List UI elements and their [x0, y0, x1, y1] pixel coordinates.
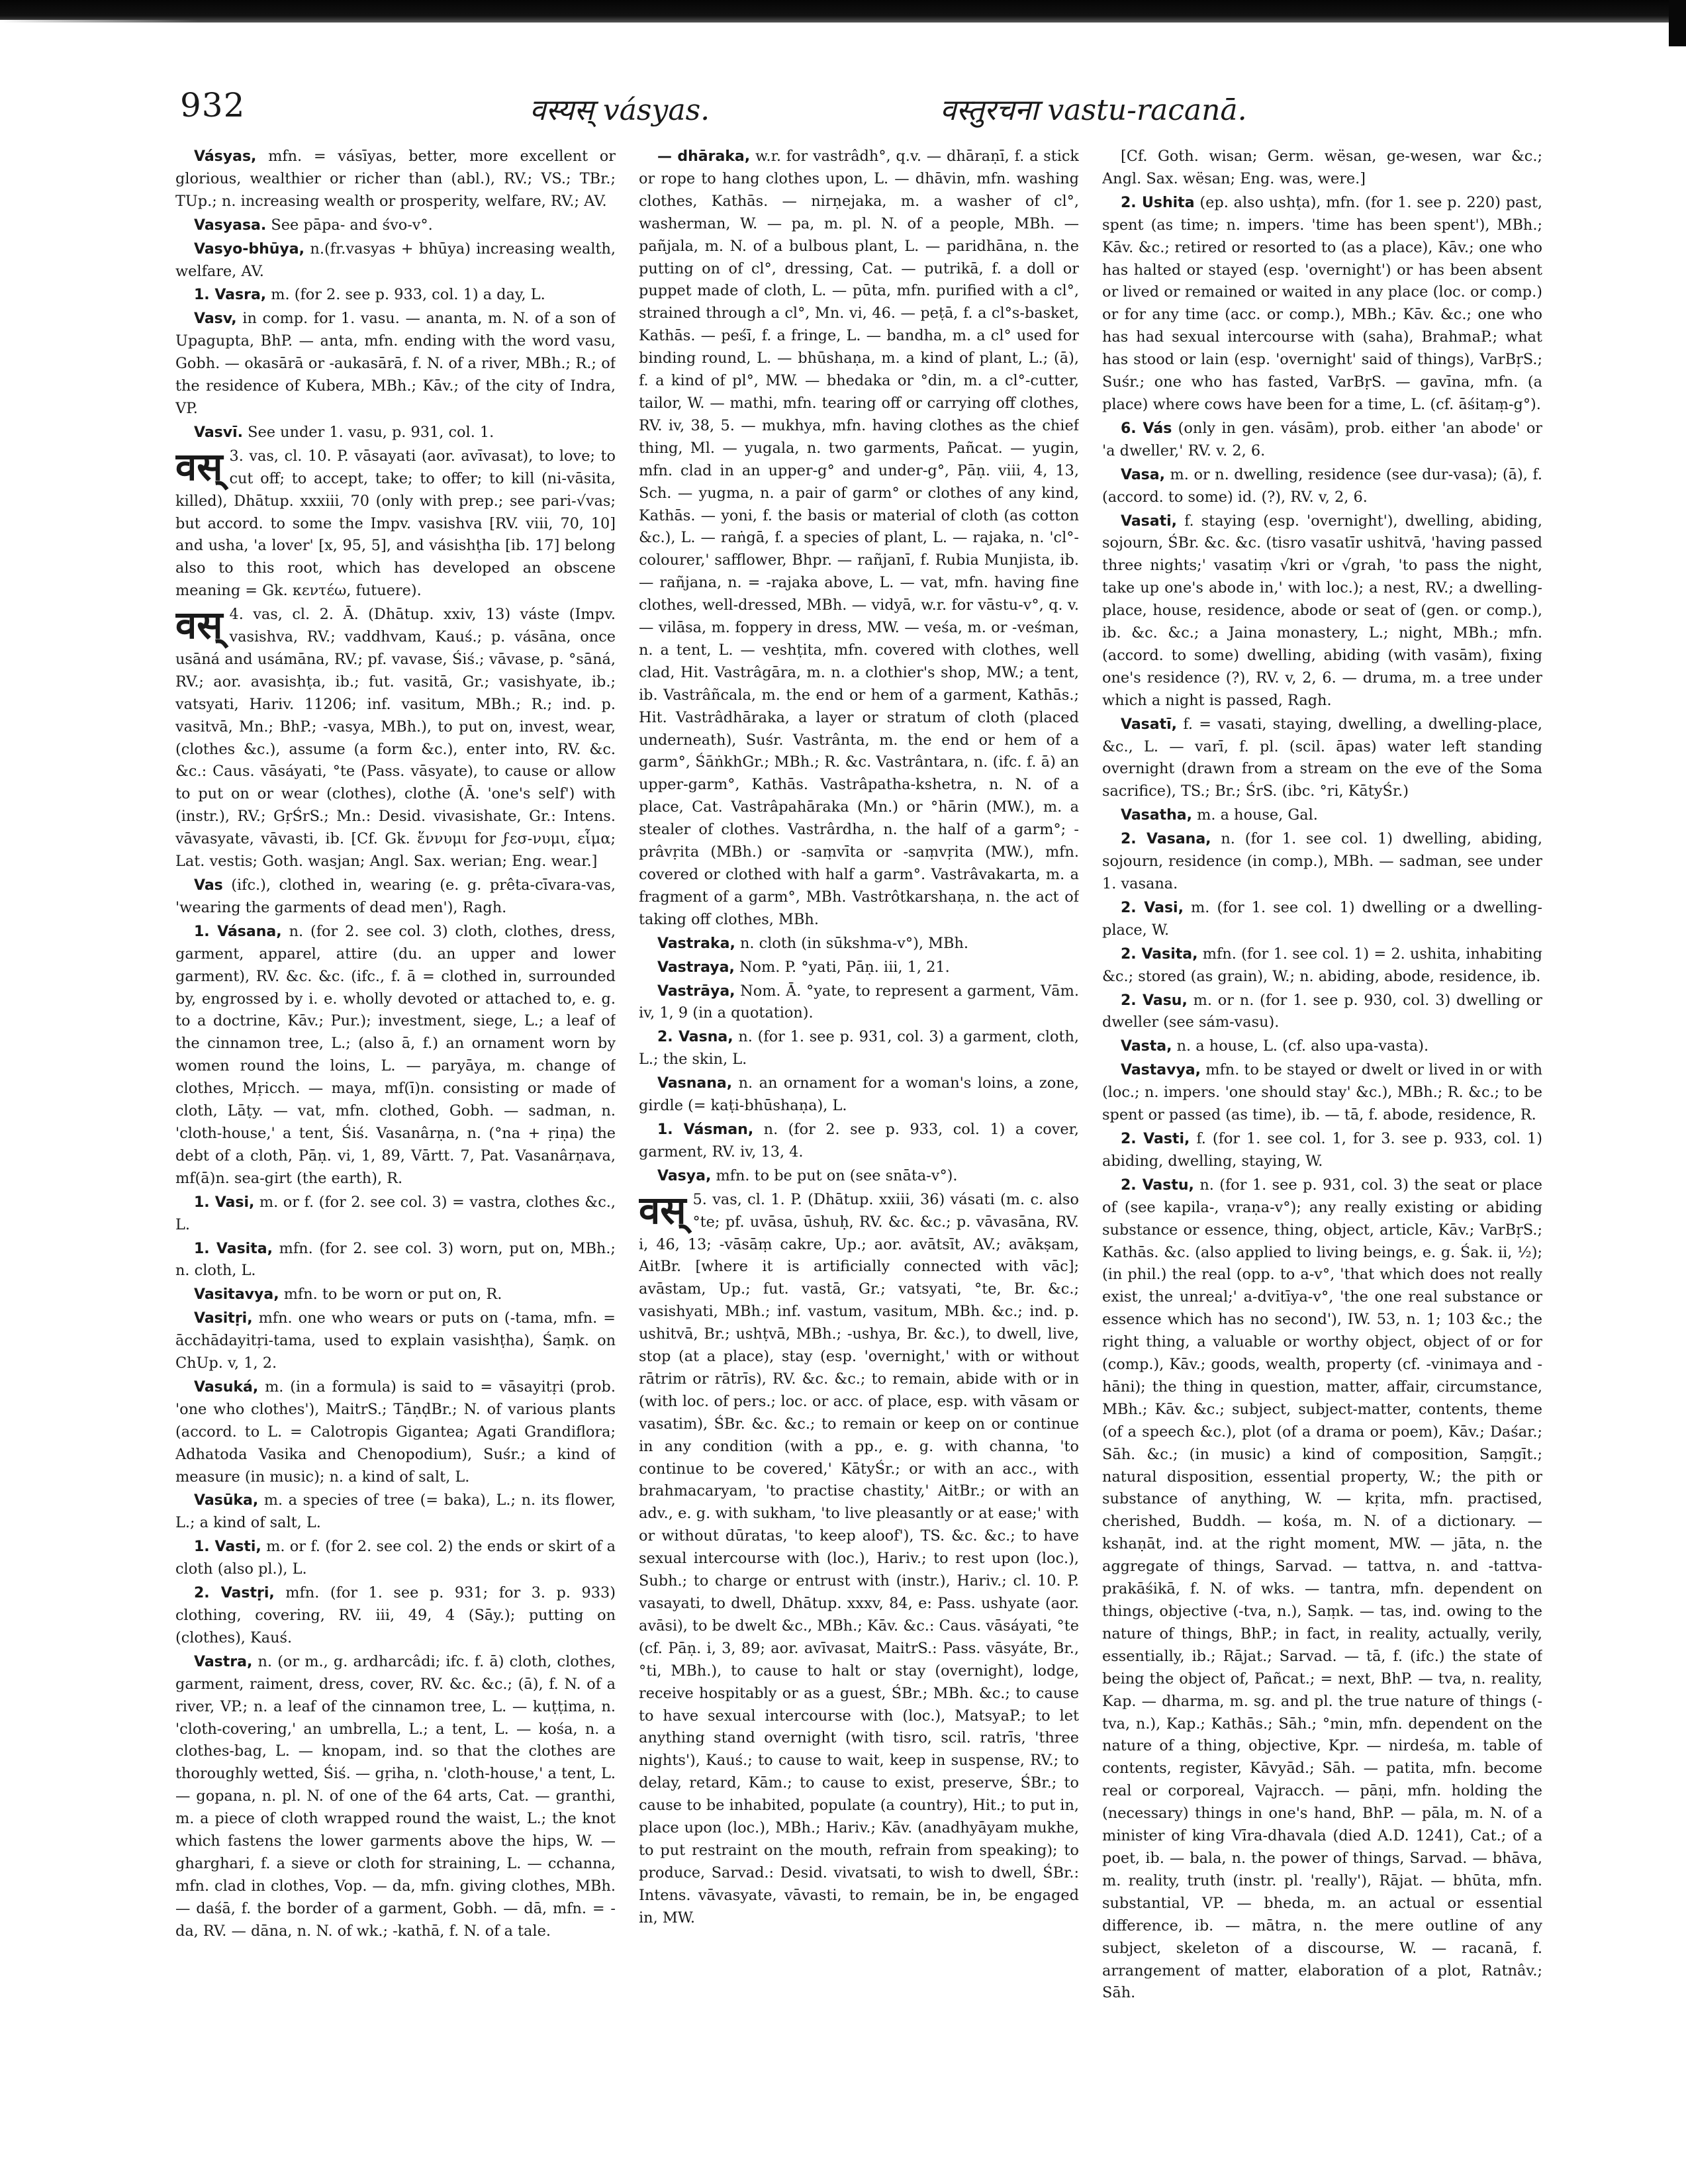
entry-headword: 2. Vasna,	[657, 1029, 733, 1046]
entry-definition: m. or f. (for 2. see col. 2) the ends or skirt of a cloth (also pl.), L.	[175, 1538, 616, 1578]
entry-definition: 4. vas, cl. 2. Ā. (Dhātup. xxiv, 13) váste (Impv. vasishva, RV.; vaddhvam, Kauś.; p. vásāna, once usāná and usámāna, RV.; pf. vavase, Śiś.; vāvase, p. °sāná, RV.; aor. avasishṭa, ib.; fut. vasitā, Gr.; vasishyate, ib.; vatsyati, Hariv. 11206; inf. vasitum, MBh.; R.; ind. p. vasitvā, Mn.; BhP.; -vasya, MBh.), to put on, invest, wear, (clothes &c.), assume (a form &c.), enter into, RV. &c. &c.: Caus. vāsáyati, °te (Pass. vāsyate), to cause or allow to put on or wear (clothes), clothe (Ā. 'one's self') with (instr.), RV.; GṛŚrS.; Mn.: Desid. vivasishate, Gr.: Intens. vāvasyate, vāvasti, ib. [Cf. Gk. ἕννυμι for ϝεσ-νυμι, εἷμα; Lat. vestis; Goth. wasjan; Angl. Sax. werian; Eng. wear.]	[175, 606, 616, 871]
entry-definition: [Cf. Goth. wisan; Germ. wësan, ge-wesen, war &c.; Angl. Sax. wësan; Eng. was, were.]	[1102, 148, 1542, 187]
entry-definition: n. an ornament for a woman's loins, a zone, girdle (= kaṭi-bhūshaṇa), L.	[639, 1074, 1079, 1115]
entry-definition: mfn. (for 1. see p. 931; for 3. p. 933) clothing, covering, RV. iii, 49, 4 (Sāy.); putting on (clothes), Kauś.	[175, 1584, 616, 1646]
entry-headword: Vasv,	[194, 310, 237, 328]
entry-headword: Vasnana,	[657, 1075, 733, 1092]
dictionary-entry	[639, 1026, 1079, 1071]
dictionary-entry	[175, 146, 616, 213]
dictionary-entry	[175, 1307, 616, 1375]
dictionary-entry	[175, 238, 616, 283]
dictionary-entry	[639, 1189, 1079, 1930]
scan-border	[0, 0, 1686, 23]
dictionary-entry	[175, 604, 616, 873]
entry-headword: 1. Vásana,	[194, 923, 282, 940]
entry-definition: n.(fr.vasyas + bhūya) increasing wealth, welfare, AV.	[175, 240, 616, 280]
entry-definition: f. staying (esp. 'overnight'), dwelling, abiding, sojourn, ŚBr. &c. &c. (tisro vasatīr ushitvā, 'having passed three nights;' vasatiṃ √kri or √grah, 'to pass the night, take up one's abode in,' with loc.); a nest, RV.; a dwelling-place, house, residence, abode or seat of (gen. or comp.), ib. &c. &c.; a Jaina monastery, L.; night, MBh.; mfn. (accord. to some) dwelling, abiding (with vasām), fixing one's residence (?), RV. v, 2, 6. — druma, m. a tree under which a night is passed, Ragh.	[1102, 512, 1542, 709]
entry-definition: m. (for 1. see col. 1) dwelling or a dwelling-place, W.	[1102, 898, 1542, 939]
root-devanagari-glyph: वस्	[175, 602, 223, 648]
column-1	[175, 146, 616, 2145]
entry-definition: n. (for 1. see p. 931, col. 3) the seat or place of (see kapila-, vraṇa-v°); any really existing or abiding substance or essence, thing, object, article, Kāv.; VarBṛS.; Kathās. &c. (also applied to living beings, e. g. Śak. ii, ½); (in phil.) the real (opp. to a-v°, 'that which does not really exist, the unreal;' a-dvitīya-v°, 'the one real substance or essence which has no second'), IW. 53, n. 1; 103 &c.; the right thing, a valuable or worthy object, object of or for (comp.), Kāv.; goods, wealth, property (cf. -vinimaya and -hāni); the thing in question, matter, affair, circumstance, MBh.; Kāv. &c.; subject, subject-matter, contents, theme (of a speech &c.), plot (of a drama or poem), Kāv.; Daśar.; Sāh. &c.; (in music) a kind of composition, Saṃgīt.; natural disposition, essential property, W.; the pith or substance of anything, W. — kṛita, mfn. practised, cherished, Buddh. — kośa, m. N. of a dictionary. — kshaṇāt, ind. at the right moment, MW. — jāta, n. the aggregate of things, Sarvad. — tattva, n. and -tattva-prakāśikā, f. N. of wks. — tantra, mfn. dependent on things, objective (-tva, n.), Saṃk. — tas, ind. owing to the nature of things, BhP.; in fact, in reality, actually, verily, essentially, ib.; Rājat.; Sarvad. — tā, f. (ifc.) the state of being the object of, Pañcat.; = next, BhP. — tva, n. reality, Kap. — dharma, m. sg. and pl. the true nature of things (-tva, n.), Kap.; Kathās.; Sāh.; °min, mfn. dependent on the nature of a thing, objective, Kpr. — nirdeśa, m. table of contents, register, Kāvyād.; Sāh. — patita, mfn. become real or corporeal, Vajracch. — pāṇi, mfn. holding the (necessary) things in one's hand, BhP. — pāla, m. N. of a minister of king Vīra-dhavala (died A.D. 1241), Cat.; of a poet, ib. — bala, n. the power of things, Sarvad. — bhāva, m. reality, truth (instr. pl. 'really'), Rājat. — bhūta, mfn. substantial, VP. — bheda, m. an actual or essential difference, ib. — mātra, n. the mere outline of any subject, skeleton of a discourse, W. — racanā, f. arrangement of matter, elaboration of a plot, Ratnâv.; Sāh.	[1102, 1176, 1542, 2002]
entry-headword: Vasūka,	[194, 1492, 259, 1509]
entry-headword: Vasvī.	[194, 424, 244, 441]
column-2	[639, 146, 1079, 2145]
entry-headword: — dhāraka,	[657, 148, 751, 165]
entry-headword: 1. Vasti,	[194, 1539, 261, 1556]
root-devanagari-glyph: वस्	[175, 444, 223, 489]
entry-definition: n. (for 2. see col. 3) cloth, clothes, dress, garment, apparel, attire (du. an upper and lower garment), RV. &c. &c. (ifc., f. ā = clothed in, surrounded by, engrossed by i. e. wholly devoted or attached to, e. g. to a doctrine, Kāv.; Pur.); investment, siege, L.; a leaf of the cinnamon tree, L.; (also ā, f.) an ornament worn by women round the loins, L. — paryāya, m. change of clothes, Mṛicch. — maya, mf(ī)n. consisting or made of cloth, Lāṭy. — vat, mfn. clothed, Gobh. — sadman, n. 'cloth-house,' a tent, Śiś. Vasanârṇa, n. (°na + ṛiṇa) the debt of a cloth, Pāṇ. vi, 1, 89, Vārtt. 7, Pat. Vasanârṇava, mf(ā)n. sea-girt (the earth), R.	[175, 922, 616, 1187]
scan-edge	[1669, 0, 1686, 46]
entry-definition: mfn. (for 2. see col. 3) worn, put on, MBh.; n. cloth, L.	[175, 1239, 616, 1280]
page-header	[0, 86, 1686, 139]
dictionary-entry	[639, 980, 1079, 1025]
entry-headword: Vastra,	[194, 1653, 253, 1670]
entry-definition: n. cloth (in sūkshma-v°), MBh.	[739, 934, 969, 952]
dictionary-entry	[175, 284, 616, 307]
running-head-left: वस्यस् vásyas.	[530, 93, 710, 127]
entry-definition: mfn. to be put on (see snāta-v°).	[716, 1166, 958, 1184]
entry-headword: Vasyo-bhūya,	[194, 240, 304, 258]
dictionary-entry	[639, 1072, 1079, 1117]
dictionary-entry	[1102, 418, 1542, 463]
entry-definition: mfn. (for 1. see col. 1) = 2. ushita, inhabiting &c.; stored (as grain), W.; n. abiding, abode, residence, ib.	[1102, 945, 1542, 985]
dictionary-entry	[1102, 1128, 1542, 1173]
entry-headword: Vasa,	[1121, 466, 1165, 483]
dictionary-entry	[639, 146, 1079, 931]
entry-definition: m. (for 2. see p. 933, col. 1) a day, L.	[271, 286, 545, 304]
entry-headword: 2. Vastṛi,	[194, 1585, 275, 1602]
entry-definition: (only in gen. vásām), prob. either 'an abode' or 'a dweller,' RV. v. 2, 6.	[1102, 419, 1542, 459]
entry-definition: m. (in a formula) is said to = vāsayitṛi (prob. 'one who clothes'), MaitrS.; TāṇḍBr.; N. of various plants (accord. to L. = Calotropis Gigantea; Agati Grandiflora; Adhatoda Vasika and Chenopodium), Suśr.; a kind of measure (in music); n. a kind of salt, L.	[175, 1378, 616, 1486]
running-head-right: वस्तुरचना vastu-racanā.	[940, 93, 1247, 127]
dictionary-entry	[639, 933, 1079, 955]
entry-headword: Vastraka,	[657, 935, 735, 952]
entry-definition: See pāpa- and śvo-v°.	[271, 216, 433, 234]
entry-definition: m. a house, Gal.	[1197, 806, 1318, 824]
entry-headword: Vásyas,	[194, 148, 257, 165]
entry-definition: m. or f. (for 2. see col. 3) = vastra, clothes &c., L.	[175, 1193, 616, 1233]
dictionary-entry	[175, 308, 616, 420]
dictionary-entry	[1102, 897, 1542, 942]
dictionary-entry	[175, 1192, 616, 1237]
dictionary-entry	[175, 1651, 616, 1943]
dictionary-entry	[175, 921, 616, 1190]
entry-definition: Nom. Ā. °yate, to represent a garment, Vām. iv, 1, 9 (in a quotation).	[639, 982, 1079, 1022]
entry-definition: m. or n. (for 1. see p. 930, col. 3) dwelling or dweller (see sám-vasu).	[1102, 991, 1542, 1031]
entry-definition: mfn. = vásīyas, better, more excellent or glorious, wealthier or richer than (abl.), RV.; VS.; TBr.; TUp.; n. increasing wealth or prosperity, welfare, RV.; AV.	[175, 148, 616, 210]
entry-headword: Vasya,	[657, 1167, 712, 1184]
dictionary-entry	[1102, 990, 1542, 1035]
dictionary-entry	[175, 875, 616, 920]
entry-definition: (ifc.), clothed in, wearing (e. g. prêta-cīvara-vas, 'wearing the garments of dead men'), Ragh.	[175, 877, 616, 916]
dictionary-entry	[175, 1238, 616, 1283]
dictionary-entry	[1102, 804, 1542, 827]
dictionary-entry	[639, 957, 1079, 979]
entry-headword: Vasitṛi,	[194, 1310, 253, 1327]
page-number: 932	[180, 86, 246, 124]
dictionary-entry	[1102, 146, 1542, 191]
dictionary-entry	[1102, 943, 1542, 988]
entry-headword: 1. Vásman,	[657, 1121, 754, 1138]
entry-definition: m. or n. dwelling, residence (see dur-vasa); (ā), f. (accord. to some) id. (?), RV. v, 2, 6.	[1102, 465, 1542, 506]
dictionary-entry	[1102, 714, 1542, 804]
entry-headword: 2. Vasita,	[1121, 945, 1198, 963]
dictionary-entry	[639, 1119, 1079, 1164]
entry-definition: mfn. to be worn or put on, R.	[283, 1286, 502, 1304]
entry-headword: 2. Vasana,	[1121, 831, 1211, 848]
dictionary-entry	[1102, 192, 1542, 416]
entry-definition: n. a house, L. (cf. also upa-vasta).	[1176, 1037, 1429, 1055]
entry-definition: m. a species of tree (= baka), L.; n. its flower, L.; a kind of salt, L.	[175, 1492, 616, 1532]
dictionary-entry	[1102, 1174, 1542, 2005]
entry-definition: 5. vas, cl. 1. P. (Dhātup. xxiii, 36) vásati (m. c. also °te; pf. uvāsa, ūshuḥ, RV. &c. &c.; p. vāvasāna, RV. i, 46, 13; -vāsāṃ cakre, Up.; aor. avātsīt, AV.; avākṣam, AitBr. [where it is artificially connected with vāc]; avāstam, Up.; fut. vastā, Gr.; vatsyati, °te, Br. &c.; vasishyati, MBh.; inf. vastum, vasitum, MBh. &c.; ind. p. ushitvā, Br.; ushṭvā, MBh.; -ushya, Br. &c.), to dwell, live, stop (at a place), stay (esp. 'overnight,' with or without rātrim or rātrīs), RV. &c. &c.; to remain, abide with or in (with loc. of pers.; loc. or acc. of place, esp. with vāsam or vasatim), ŚBr. &c. &c.; to remain or keep on or continue in any condition (with a pp., e. g. with channa, 'to continue to be covered,' KātyŚr.; or with an acc., with brahmacaryam, 'to practise chastity,' AitBr.; or with an adv., e. g. with sukham, 'to live pleasantly or at ease;' with or without dūratas, 'to keep aloof'), TS. &c. &c.; to have sexual intercourse with (loc.), Hariv.; to rest upon (loc.), Subh.; to charge or entrust with (instr.), Hariv.; cl. 10. P. vasayati, to dwell, Dhātup. xxxv, 84, e: Pass. ushyate (aor. avāsi), to be dwelt &c., MBh.; Kāv. &c.: Caus. vāsáyati, °te (cf. Pāṇ. i, 3, 89; aor. avīvasat, MaitrS.: Pass. vāsyáte, Br., °ti, MBh.), to cause to halt or stay (overnight), lodge, receive hospitably or as a guest, ŚBr.; MBh. &c.; to cause to have sexual intercourse with (loc.), MatsyaP.; to let anything stand overnight (with tisro, scil. ratrīs, 'three nights'), Kauś.; to cause to wait, keep in suspense, RV.; to delay, retard, Kām.; to cause to exist, preserve, ŚBr.; to cause to be inhabited, populate (a country), Hit.; to put in, place upon (loc.), MBh.; Hariv.; Kāv. (anadhyāyam mukhe, to put restraint on the mouth, refrain from speaking); to produce, Sarvad.: Desid. vivatsati, to wish to dwell, ŚBr.: Intens. vāvasyate, vāvasti, to remain, be in, be engaged in, MW.	[639, 1190, 1079, 1926]
dictionary-entry	[1102, 828, 1542, 896]
entry-definition: mfn. one who wears or puts on (-tama, mfn. = ācchādayitṛi-tama, used to explain vasishṭha), Śaṃk. on ChUp. v, 1, 2.	[175, 1309, 616, 1372]
entry-headword: 6. Vás	[1121, 420, 1172, 437]
entry-definition: n. (for 1. see col. 1) dwelling, abiding, sojourn, residence (in comp.), MBh. — sadman, see under 1. vasana.	[1102, 830, 1542, 892]
dictionary-entry	[175, 446, 616, 602]
entry-headword: 1. Vasra,	[194, 287, 267, 304]
entry-headword: Vasyasa.	[194, 216, 267, 234]
entry-definition: f. = vasati, staying, dwelling, a dwelling-place, &c., L. — varī, f. pl. (scil. āpas) water left standing overnight (drawn from a stream on the eve of the Soma sacrifice), TS.; Br.; ŚrS. (ibc. °ri, KātyŚr.)	[1102, 715, 1542, 800]
entry-definition: (ep. also ushṭa), mfn. (for 1. see p. 220) past, spent (as time; n. impers. 'time has been spent'), MBh.; Kāv. &c.; retired or resorted to (as a place), Kāv.; one who has halted or stayed (esp. 'overnight') or has been absent or lived or remained or waited in any place (loc. or comp.) or for any time (acc. or comp.), MBh.; Kāv. &c.; one who has had sexual intercourse with (saha), BrahmaP.; what has stood or lain (esp. 'overnight' said of things), VarBṛS.; Suśr.; one who has fasted, VarBṛS. — gavīna, mfn. (a place) where cows have been for a time, L. (cf. āśitaṃ-g°).	[1102, 193, 1542, 413]
entry-headword: Vasatha,	[1121, 807, 1192, 824]
dictionary-entry	[639, 1165, 1079, 1188]
dictionary-entry	[1102, 510, 1542, 712]
entry-definition: mfn. to be stayed or dwelt or lived in or with (loc.; n. impers. 'one should stay' &c.), MBh.; R. &c.; to be spent or passed (as time), ib. — tā, f. abode, residence, R.	[1102, 1061, 1542, 1124]
entry-headword: 1. Vasi,	[194, 1194, 255, 1211]
entry-headword: 1. Vasita,	[194, 1240, 273, 1257]
root-devanagari-glyph: वस्	[639, 1187, 686, 1233]
dictionary-entry	[1102, 464, 1542, 509]
entry-headword: 2. Ushita	[1121, 194, 1195, 211]
dictionary-entry	[175, 1490, 616, 1535]
entry-headword: Vas	[194, 877, 223, 894]
entry-definition: f. (for 1. see col. 1, for 3. see p. 933, col. 1) abiding, dwelling, staying, W.	[1102, 1129, 1542, 1170]
entry-headword: Vasuká,	[194, 1378, 259, 1396]
entry-headword: Vasatī,	[1121, 716, 1178, 733]
entry-definition: n. (or m., g. ardharcâdi; ifc. f. ā) cloth, clothes, garment, raiment, dress, cover, RV. &c. &c.; (ā), f. N. of a river, VP.; n. a leaf of the cinnamon tree, L. — kuṭṭima, n. 'cloth-covering,' an umbrella, L.; a tent, L. — kośa, n. a clothes-bag, L. — knopam, ind. so that the clothes are thoroughly wetted, Śiś. — gṛiha, n. 'cloth-house,' a tent, L. — gopana, n. pl. N. of one of the 64 arts, Cat. — granthi, m. a piece of cloth wrapped round the waist, L.; the knot which fastens the lower garments above the hips, W. — gharghari, f. a sieve or cloth for straining, L. — cchanna, mfn. clad in clothes, Vop. — da, mfn. giving clothes, MBh. — daśā, f. the border of a garment, Gobh. — dā, mfn. = -da, RV. — dāna, n. N. of wk.; -kathā, f. N. of a tale.	[175, 1652, 616, 1940]
dictionary-entry	[1102, 1035, 1542, 1058]
dictionary-entry	[175, 422, 616, 444]
dictionary-columns	[175, 146, 1542, 2145]
entry-definition: n. (for 1. see p. 931, col. 3) a garment, cloth, L.; the skin, L.	[639, 1028, 1079, 1068]
entry-headword: 2. Vasi,	[1121, 899, 1184, 916]
entry-definition: n. (for 2. see p. 933, col. 1) a cover, garment, RV. iv, 13, 4.	[639, 1120, 1079, 1161]
entry-headword: 2. Vastu,	[1121, 1176, 1194, 1194]
column-3	[1102, 146, 1542, 2145]
dictionary-entry	[175, 1284, 616, 1306]
entry-headword: 2. Vasu,	[1121, 992, 1188, 1009]
dictionary-entry	[1102, 1059, 1542, 1127]
entry-definition: Nom. P. °yati, Pāṇ. iii, 1, 21.	[739, 958, 950, 976]
entry-headword: Vastavya,	[1121, 1062, 1201, 1079]
entry-headword: Vastrāya,	[657, 982, 735, 1000]
entry-definition: in comp. for 1. vasu. — ananta, m. N. of a son of Upagupta, BhP. — anta, mfn. ending with the word vasu, Gobh. — okasārā or -aukasārā, f. N. of a river, MBh.; R.; of the residence of Kubera, MBh.; Kāv.; of the city of Indra, VP.	[175, 310, 616, 417]
entry-definition: See under 1. vasu, p. 931, col. 1.	[248, 423, 494, 441]
entry-definition: w.r. for vastrâdh°, q.v. — dhāraṇī, f. a stick or rope to hang clothes upon, L. — dhāvin, mfn. washing clothes, Kathās. — nirṇejaka, m. a washer of cl°, washerman, W. — pa, m. pl. N. of a people, MBh. — pañjala, m. N. of a bulbous plant, L. — paridhāna, n. the putting on of cl°, dressing, Cat. — putrikā, f. a doll or puppet made of cloth, L. — pūta, mfn. purified with a cl°, strained through a cl°, Mn. vi, 46. — peṭā, f. a cl°s-basket, Kathās. — peśī, f. a fringe, L. — bandha, m. a cl° used for binding round, L. — bhūshaṇa, m. a kind of plant, L.; (ā), f. a kind of pl°, MW. — bhedaka or °din, m. a cl°-cutter, tailor, W. — mathi, mfn. tearing off or carrying off clothes, RV. iv, 38, 5. — mukhya, mfn. having clothes as the chief thing, Ml. — yugala, n. two garments, Pañcat. — yugin, mfn. clad in an upper-g° and under-g°, Pāṇ. viii, 4, 13, Sch. — yugma, n. a pair of garm° or clothes of any kind, Kathās. — yoni, f. the basis or material of cloth (as cotton &c.), L. — raṅgā, f. a species of plant, L. — rajaka, n. 'cl°-colourer,' safflower, Bhpr. — rañjanī, f. Rubia Munjista, ib. — rañjana, n. = -rajaka above, L. — vat, mfn. having fine clothes, well-dressed, MBh. — vidyā, w.r. for vāstu-v°, q. v. — vilāsa, m. foppery in dress, MW. — veśa, m. or -veśman, n. a tent, L. — veshṭita, mfn. covered with clothes, well clad, Hit. Vastrâgāra, m. n. a clothier's shop, MW.; a tent, ib. Vastrâñcala, m. the end or hem of a garment, Kathās.; Hit. Vastrâdhāraka, a layer or stratum of cloth (placed underneath), Suśr. Vastrânta, m. the end or hem of a garm°, ŚāṅkhGr.; MBh.; R. &c. Vastrântara, n. (ifc. f. ā) an upper-garm°, Kathās. Vastrâpatha-kshetra, n. N. of a place, Cat. Vastrâpahāraka (Mn.) or °hārin (MW.), m. a stealer of clothes. Vastrârdha, n. the half of a garm°; -prâvṛita (MBh.) or -saṃvīta or -saṃvṛita (MW.), mfn. covered or clothed with half a garm°. Vastrâvakarta, m. a fragment of a garm°, MBh. Vastrôtkarshaṇa, n. the act of taking off clothes, MBh.	[639, 148, 1079, 928]
entry-headword: Vasitavya,	[194, 1286, 279, 1304]
entry-headword: 2. Vasti,	[1121, 1130, 1190, 1147]
entry-headword: Vasati,	[1121, 512, 1178, 530]
dictionary-entry	[175, 1582, 616, 1650]
entry-headword: Vasta,	[1121, 1038, 1172, 1055]
dictionary-entry	[175, 1536, 616, 1581]
dictionary-entry	[175, 214, 616, 237]
entry-headword: Vastraya,	[657, 959, 735, 976]
entry-definition: 3. vas, cl. 10. P. vāsayati (aor. avīvasat), to love; to cut off; to accept, take; to offer; to kill (ni-vāsita, killed), Dhātup. xxxiii, 70 (only with prep.; see pari-√vas; but accord. to some the Impv. vasishva [RV. viii, 70, 10] and usha, 'a lover' [x, 95, 5], and vásishṭha [ib. 17] belong also to this root, which has developed an obscene meaning = Gk. κεντέω, futuere).	[175, 447, 616, 600]
dictionary-entry	[175, 1376, 616, 1489]
